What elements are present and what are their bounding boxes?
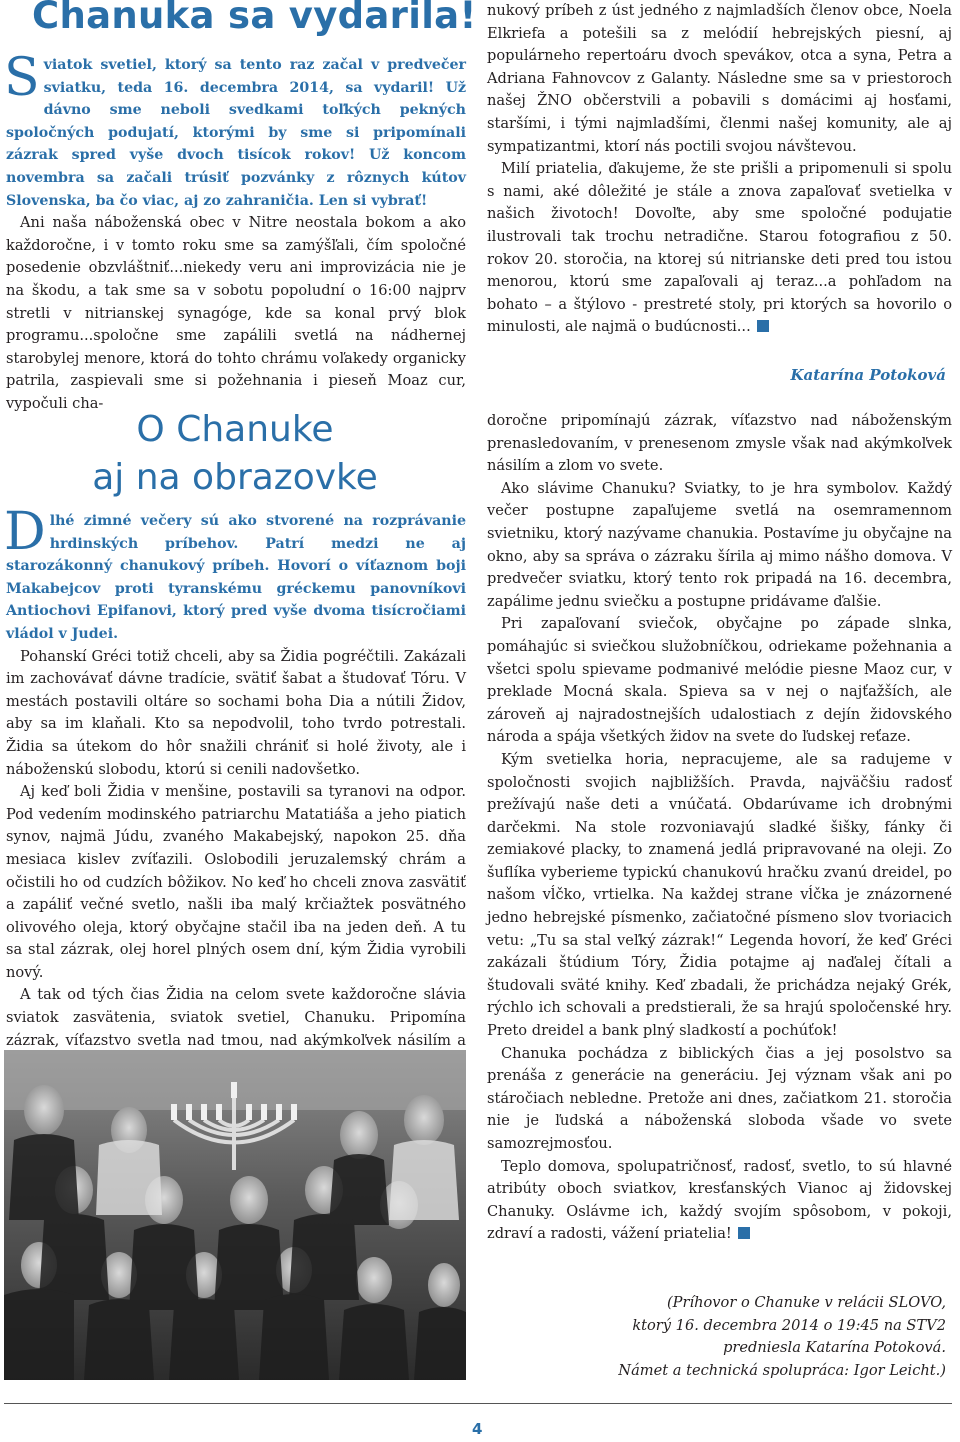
article2-paragraph: Ako slávime Chanuku? Sviatky, to je hra symbolov. Každý večer postupne zapaľujeme svetlá na osemramennom svietniku, ktorý nazývame chanukia. Postavíme ju obyčajne na okno, aby sa správa o zázraku šírila aj mimo nášho domova. V predvečer sviatku, ktorý tento rok pripadá na 16. decembra, zapálime jednu sviečku a postupne pridávame ďalšie. [487,479,952,610]
photo-children-with-menorah [4,1050,466,1380]
article2-title-line2: aj na obrazovke [92,457,378,498]
article-title: Chanuka sa vydarila! [32,0,477,37]
credit-line: predniesla Katarína Potoková. [723,1339,946,1357]
article1-left-column [4,48,466,416]
article1-lead [4,48,466,212]
historical-photo [4,1050,466,1380]
broadcast-credit [586,1292,946,1382]
dropcap: D [4,502,46,562]
credit-line: (Príhovor o Chanuke v relácii SLOVO, [666,1294,946,1311]
article1-right-column [487,0,952,339]
end-mark-icon [757,320,769,332]
article2-left-column [4,502,466,1075]
article2-right-column [487,410,952,1246]
article2-paragraph: Kým svetielka horia, nepracujeme, ale sa radujeme v spoločnosti svojich najbližších. Pravda, najväčšiu radosť prežívajú naše deti a vnúčatá. Obdarúvame ich drobnými darčekmi. Na stole rozvoniavajú sladké šišky, fánky či zemiakové placky, to znamená jedlá pripravované na oleji. Zo šuflíka vyberieme typickú chanukovú hračku zvanú dreidel, po našom vĺčko, vrtielka. Na každej strane vĺčka je znázornené jedno hebrejské písmenko, začiatočné písmeno slov tvoriacich vetu: „Tu sa stal veľký zázrak!“ Legenda hovorí, že keď Gréci zakázali štúdium Tóry, Židia potajme aj naďalej čítali a študovali sväté knihy. Keď zbadali, že prichádza nejaký Grék, rýchlo ich schovali a predstierali, že sa hrajú spoločenské hry. Preto dreidel a bank plný sladkostí a pochúťok! [487,750,952,1040]
footer-divider [4,1403,952,1404]
article2-paragraph: Aj keď boli Židia v menšine, postavili sa tyranovi na odpor. Pod vedením modinského patriarchu Matatiáša a jeho piatich synov, najmä Júdu, zvaného Makabejský, napokon 25. dňa mesiaca kislev zvíťazili. Oslobodili jeruzalemský chrám a očistili ho od cudzích bôžikov. No keď ho chceli znova zasvätiť a zapáliť večné svetlo, našli iba malý krčiažtek posvätného olivového oleja, ktorý obyčajne stačil iba na jeden deň. A tu sa stal zázrak, olej horel plných osem dní, kým Židia vyrobili nový. [6,783,466,981]
article1-paragraph-continued: nukový príbeh z úst jedného z najmladších členov obce, Noela Elkriefa a potešili sa z melódií hebrejských piesní, aj populárneho repertoáru dvoch spevákov, otca a syna, Petra a Adriana Fahnovcov z Galanty. Následne sme sa v priestoroch našej ŽNO občerstvili a pobavili s domácimi aj hosťami, staršími, i tými najmladšími, členmi našej komunity, ale aj sympatizantmi, ktorí nás poctili svojou návštevou. [487,2,952,155]
end-mark-icon [738,1227,750,1239]
article1-closing-text: Milí priatelia, ďakujeme, že ste prišli a pripomenuli si spolu s nami, aké dôležité je stále a znova zapaľovať svetielka v našich životoch! Dovoľte, aby sme spoločné podujatie ilustrovali tak trochu netradične. Starou fotografiou z 50. rokov 20. storočia, na ktorej sú nitrianske deti pred tou istou menorou, ktorú sme zapaľovali aj teraz...a pohľadom na bohato – a štýlovo - prestreté stoly, pri ktorých sa hovorilo o minulosti, ale najmä o budúcnosti... [487,160,952,336]
article2-closing-text: Teplo domova, spolupatričnosť, radosť, svetlo, to sú hlavné atribúty obоch sviatkov, kresťanských Vianoc aj židovskej Chanuky. Oslávme ich, každý svojím spôsobom, v pokoji, zdraví a radosti, vážení priatelia! [487,1157,952,1243]
article2-lead-text: lhé zimné večery sú ako stvorené na rozprávanie hrdinských príbehov. Patrí medzi ne aj starozákonný chanukový príbeh. Hovorí o víťaznom boji Makabejcov proti tyranskému gréckemu panovníkovi Antiochovi Epifanovi, ktorý pred vyše dvoma tisícročiami vládol v Judei. [6,513,466,642]
article2-lead [4,502,466,646]
article2-paragraph: A tak od tých čias Židia na celom svete každoročne slávia sviatok zasvätenia, sviatok svetiel, Chanuku. Pripomína zázrak, víťazstvo svetla nad tmou, nad akýmkoľvek násilím a [6,986,466,1049]
article2-title-line1: O Chanuke [136,409,334,450]
dropcap: S [4,48,40,108]
article1-lead-text: viatok svetiel, ktorý sa tento raz začal v predvečer sviatku, teda 16. decembra 2014, sa vydaril! Už dávno sme neboli svedkami toľkých pekných spoločných podujatí, ktorými by sme si pripomínali zázrak spred vyše dvoch tisícok rokov! Už koncom novembra sa začali trúsiť pozvánky z rôznych kútov Slovenska, ba čo viac, aj zo zahraničia. Len si vybrať! [6,57,466,209]
article2-title [30,406,440,502]
article2-paragraph [487,1156,952,1246]
article1-paragraph [487,158,952,339]
article1-paragraph: Ani naša náboženská obec v Nitre neostala bokom a ako každoročne, i v tomto roku sme sa zamýšľali, čím spoločné posedenie obzvláštniť...niekedy veru ani improvizácia nie je na škodu, a tak sme sa v sobotu popoludní o 16:00 najprv stretli v nitrianskej synagóge, kde sa konal prvý blok programu...spoločne sme zapálili svetlá na nádhernej starobylej menore, ktorá do tohto chrámu voľakedy organicky patrila, zaspievali sme si požehnania i pieseň Moaz cur, vypočuli cha- [6,214,466,412]
page-number: 4 [472,1420,483,1438]
article2-paragraph: Pohanskí Gréci totiž chceli, aby sa Židia pogréčtili. Zakázali im zachovávať dávne tradície, svätiť šabat a študovať Tóru. V mestách postavili oltáre so sochami boha Dia a nútili Židov, aby sa im klaňali. Kto sa nepodvolil, toho tvrdo potrestali. Židia sa útekom do hôr snažili chrániť si holé životy, ale i náboženskú slobodu, ktorú si cenili nadovšetko. [6,647,466,778]
article2-paragraph: Pri zapaľovaní sviečok, obyčajne po západe slnka, pomáhajúc si sviečkou služobníčkou, odriekame požehnania a všetci spolu spievame podmanivé melódie piesne Maoz cur, v preklade Mocná skala. Spieva sa v nej o najťažších, ale zároveň aj najradostnejších udalostiach z dejín židovského národa a spája všetkých židov na svete do ľudskej reťaze. [487,615,952,746]
article2-paragraph-continued: doročne pripomínajú zázrak, víťazstvo nad náboženským prenasledovaním, v prenesenom zmysle však nad akýmkoľvek násilím a zlom vo svete. [487,412,952,475]
article1-author: Katarína Potoková [790,366,946,384]
article2-paragraph: Chanuka pochádza z biblických čias a jej posolstvo sa prenáša z generácie na generáciu. Jej význam však ani po stáročiach nebledne. Pretože ani dnes, začiatkom 21. storočia nie je ľudská a náboženská sloboda všade vo svete samozrejmosťou. [487,1044,952,1152]
credit-line: ktorý 16. decembra 2014 o 19:45 na STV2 [632,1316,946,1334]
credit-line: Námet a technická spolupráca: Igor Leicht.) [618,1361,946,1379]
